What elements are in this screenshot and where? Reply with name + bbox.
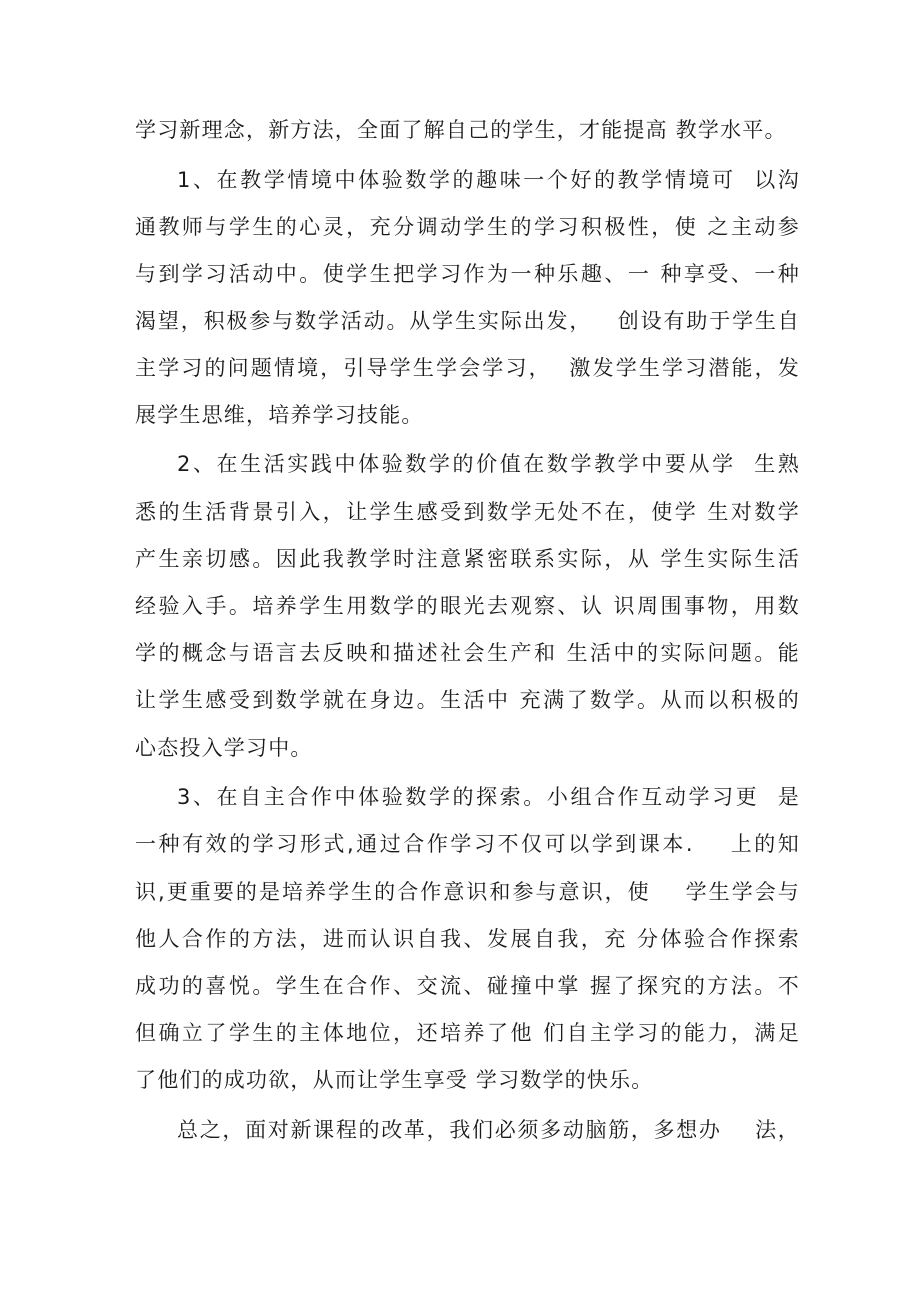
text-line: 一种有效的学习形式,通过合作学习不仅可以学到课本. 上的知 — [135, 832, 800, 856]
paragraph-2-heading-line: 2、在生活实践中体验数学的价值在数学教学中要从学 生熟 — [177, 452, 800, 476]
text-line: 识,更重要的是培养学生的合作意识和参与意识，使 学生学会与 — [135, 880, 800, 904]
text-line: 主学习的问题情境，引导学生学会学习， 激发学生学习潜能，发 — [135, 356, 800, 380]
conclusion-line: 总之，面对新课程的改革，我们必须多动脑筋，多想办 法， — [177, 1118, 800, 1142]
paragraph-1-heading-line: 1、在教学情境中体验数学的趣味一个好的教学情境可 以沟 — [177, 168, 800, 192]
paragraph-3-heading-line: 3、在自主合作中体验数学的探索。小组合作互动学习更 是 — [177, 785, 800, 809]
text-line: 渴望，积极参与数学活动。从学生实际出发， 创设有助于学生自 — [135, 309, 800, 333]
text-line: 心态投入学习中。 — [135, 736, 313, 760]
text-line: 他人合作的方法，进而认识自我、发展自我，充 分体验合作探索 — [135, 927, 800, 951]
text-line: 与到学习活动中。使学生把学习作为一种乐趣、一 种享受、一种 — [135, 262, 800, 286]
text-line: 悉的生活背景引入，让学生感受到数学无处不在，使学 生对数学 — [135, 500, 800, 524]
text-line: 通教师与学生的心灵，充分调动学生的学习积极性，使 之主动参 — [135, 215, 800, 239]
text-line: 学的概念与语言去反映和描述社会生产和 生活中的实际问题。能 — [135, 641, 800, 665]
text-line: 了他们的成功欲，从而让学生享受 学习数学的快乐。 — [135, 1068, 654, 1092]
text-line: 展学生思维，培养学习技能。 — [135, 403, 424, 427]
text-line: 学习新理念，新方法，全面了解自己的学生，才能提高 教学水平。 — [135, 118, 787, 142]
text-line: 产生亲切感。因此我教学时注意紧密联系实际，从 学生实际生活 — [135, 547, 800, 571]
text-line: 让学生感受到数学就在身边。生活中 充满了数学。从而以积极的 — [135, 688, 800, 712]
text-line: 但确立了学生的主体地位，还培养了他 们自主学习的能力，满足 — [135, 1021, 800, 1045]
text-line: 成功的喜悦。学生在合作、交流、碰撞中掌 握了探究的方法。不 — [135, 974, 800, 998]
text-line: 经验入手。培养学生用数学的眼光去观察、认 识周围事物，用数 — [135, 594, 800, 618]
